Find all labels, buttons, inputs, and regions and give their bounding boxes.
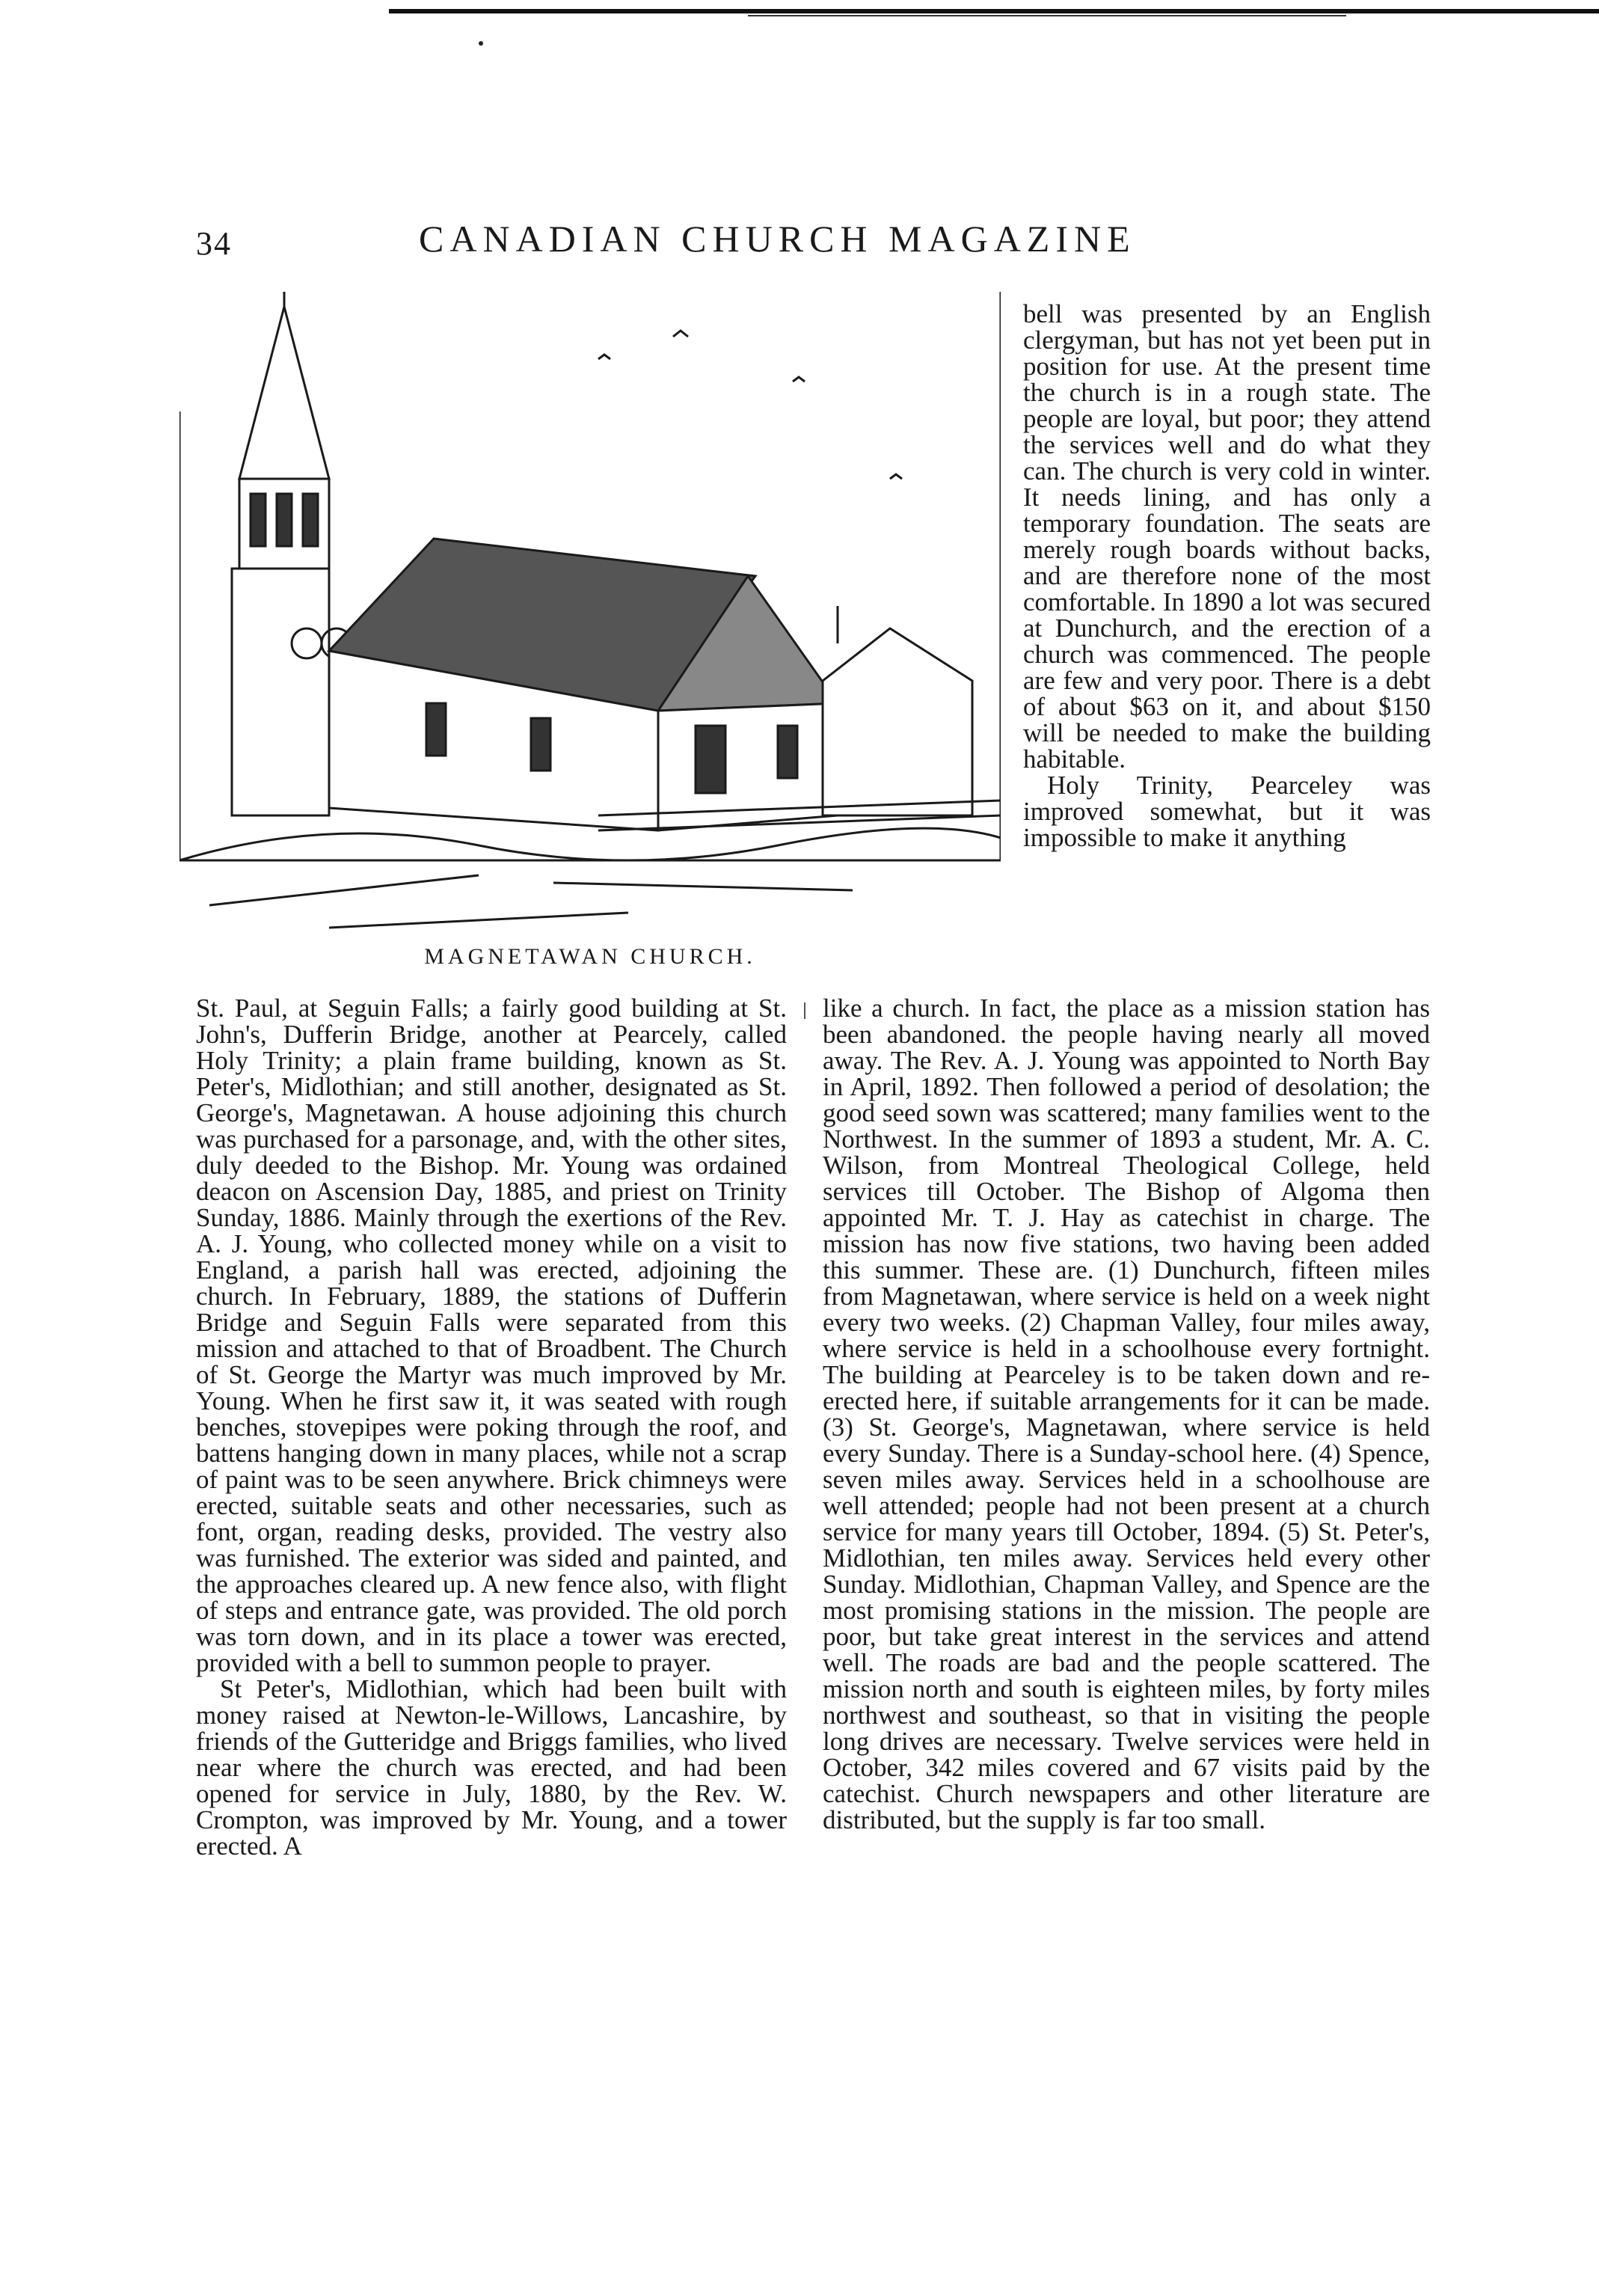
column-rule [804, 1002, 805, 1019]
church-illustration [179, 292, 1001, 950]
right-column-top [1023, 301, 1431, 851]
figure-caption: MAGNETAWAN CHURCH. [424, 944, 756, 969]
paragraph: bell was presented by an English clergyman, but has not yet been put in position for use. At the present time the church is in a rough state. The people are loyal, but poor; they attend the services well and do what they can. The church is very cold in winter. It needs lining, and has only a temporary foundation. The seats are merely rough boards without backs, and are therefore none of the most comfortable. In 1890 a lot was secured at Dunchurch, and the erection of a church was commenced. The people are few and very poor. There is a debt of about $63 on it, and about $150 will be needed to make the building habitable. [1023, 299, 1431, 774]
top-border-rule-secondary [748, 15, 1346, 16]
paragraph: St. Paul, at Seguin Falls; a fairly good building at St. John's, Dufferin Bridge, another at Pearcely, called Holy Trinity; a plain frame building, known as St. Peter's, Midlothian; and still another, designated as St. George's, Magnetawan. A house adjoining this church was purchased for a parsonage, and, with the other sites, duly deeded to the Bishop. Mr. Young was ordained deacon on Ascension Day, 1885, and priest on Trinity Sunday, 1886. Mainly through the exertions of the Rev. A. J. Young, who collected money while on a visit to England, a parish hall was erected, adjoining the church. In February, 1889, the stations of Dufferin Bridge and Seguin Falls were separated from this mission and attached to that of Broadbent. The Church of St. George the Martyr was much improved by Mr. Young. When he first saw it, it was seated with rough benches, stovepipes were poking through the roof, and battens hanging down in many places, while not a scrap of paint was to be seen anywhere. Brick chimneys were erected, suitable seats and other necessaries, such as font, organ, reading desks, provided. The vestry also was furnished. The exterior was sided and painted, and the approaches cleared up. A new fence also, with flight of steps and entrance gate, was provided. The old porch was torn down, and in its place a tower was erected, provided with a bell to summon people to prayer. [196, 994, 787, 1677]
paragraph: St Peter's, Midlothian, which had been built with money raised at Newton-le-Willows, Lancashire, by friends of the Gutteridge and Briggs families, who lived near where the church was erected, and had been opened for service in July, 1880, by the Rev. W. Crompton, was improved by Mr. Young, and a tower erected. A [196, 1674, 787, 1861]
right-column [823, 995, 1430, 1833]
paragraph: like a church. In fact, the place as a mission station has been abandoned. the people having nearly all moved away. The Rev. A. J. Young was appointed to North Bay in April, 1892. Then followed a period of desolation; the good seed sown was scattered; many families went to the Northwest. In the summer of 1893 a student, Mr. A. C. Wilson, from Montreal Theological College, held services till October. The Bishop of Algoma then appointed Mr. T. J. Hay as catechist in charge. The mission has now five stations, two having been added this summer. These are. (1) Dunchurch, fifteen miles from Magnetawan, where service is held on a week night every two weeks. (2) Chapman Valley, four miles away, where service is held in a schoolhouse every fortnight. The building at Pearceley is to be taken down and re-erected here, if suitable arrangements for it can be made. (3) St. George's, Magnetawan, where service is held every Sunday. There is a Sunday-school here. (4) Spence, seven miles away. Services held in a schoolhouse are well attended; people had not been present at a church service for many years till October, 1894. (5) St. Peter's, Midlothian, ten miles away. Services held every other Sunday. Midlothian, Chapman Valley, and Spence are the most promising stations in the mission. The people are poor, but take great interest in the services and attend well. The roads are bad and the people scattered. The mission north and south is eighteen miles, by forty miles northwest and southeast, so that in visiting the people long drives are necessary. Twelve services were held in October, 342 miles covered and 67 visits paid by the catechist. Church newspapers and other literature are distributed, but the supply is far too small. [823, 994, 1430, 1834]
running-head: CANADIAN CHURCH MAGAZINE [419, 218, 1136, 260]
ink-speck [479, 41, 483, 46]
page-number: 34 [196, 225, 232, 262]
top-border-rule [389, 9, 1599, 13]
left-column [196, 995, 787, 1859]
paragraph: Holy Trinity, Pearceley was improved somewhat, but it was impossible to make it anything [1023, 771, 1431, 852]
